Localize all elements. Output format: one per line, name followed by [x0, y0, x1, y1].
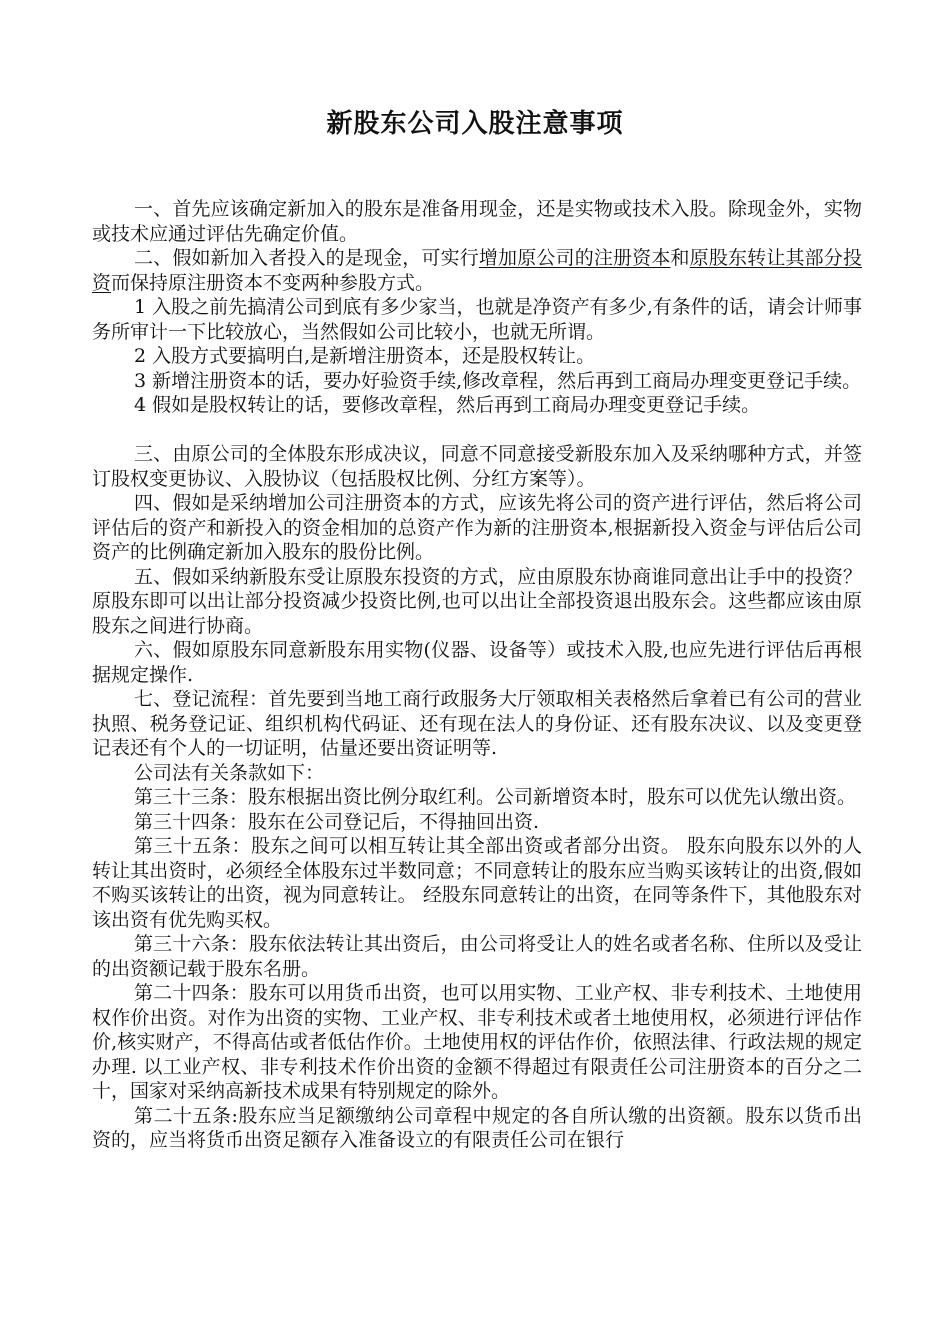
article-33: 第三十三条：股东根据出资比例分取红利。公司新增资本时，股东可以优先认缴出资。 [134, 786, 857, 808]
article-25: 第二十五条:股东应当足额缴纳公司章程中规定的各自所认缴的出资额。股东以货币出资的，应当将货币出资足额存入准备设立的有限责任公司在银行 [92, 1104, 862, 1151]
paragraph-4: 四、假如是采纳增加公司注册资本的方式，应该先将公司的资产进行评估，然后将公司评估后的资产和新投入的资金相加的总资产作为新的注册资本,根据新投入资金与评估后公司资产的比例确定新加入股东的股份比例。 [92, 492, 862, 563]
article-34: 第三十四条：股东在公司登记后，不得抽回出资. [134, 810, 540, 833]
article-36: 第三十六条：股东依法转让其出资后，由公司将受让人的姓名或者名称、住所以及受让的出资额记载于股东名册。 [92, 933, 862, 980]
law-intro: 公司法有关条款如下： [134, 761, 325, 784]
paragraph-3: 三、由原公司的全体股东形成决议，同意不同意接受新股东加入及采纳哪种方式，并签订股权变更协议、入股协议（包括股权比例、分红方案等）。 [92, 443, 862, 490]
article-35: 第三十五条：股东之间可以相互转让其全部出资或者部分出资。 股东向股东以外的人转让其出资时，必须经全体股东过半数同意；不同意转让的股东应当购买该转让的出资,假如不购买该转让的出资，视为同意转让。 经股东同意转让的出资，在同等条件下，其他股东对该出资有优先购买权。 [92, 835, 862, 931]
underlined-term-increase-capital: 增加原公司的注册资本 [478, 247, 671, 269]
blank-line [92, 418, 862, 443]
paragraph-2-text-c: 而保持原注册资本不变两种参股方式。 [111, 271, 435, 294]
paragraph-5: 五、假如采纳新股东受让原股东投资的方式，应由原股东协商谁同意出让手中的投资？原股东即可以出让部分投资减少投资比例,也可以出让全部投资退出股东会。这些都应该由原股东之间进行协商。 [92, 565, 862, 637]
paragraph-2-text-b: 和 [670, 247, 690, 269]
item-4: 4 假如是股权转让的话，要修改章程，然后再到工商局办理变更登记手续。 [134, 394, 761, 416]
item-2: 2 入股方式要搞明白,是新增注册资本，还是股权转让。 [134, 345, 596, 367]
paragraph-1: 一、首先应该确定新加入的股东是准备用现金，还是实物或技术入股。除现金外，实物或技术应通过评估先确定价值。 [92, 198, 862, 245]
paragraph-7: 七、登记流程：首先要到当地工商行政服务大厅领取相关表格然后拿着已有公司的营业执照、税务登记证、组织机构代码证、还有现在法人的身份证、还有股东决议、以及变更登记表还有个人的一切证明，估量还要出资证明等. [92, 688, 862, 759]
paragraph-6: 六、假如原股东同意新股东用实物(仪器、设备等）或技术入股,也应先进行评估后再根据规定操作. [92, 639, 862, 686]
item-3: 3 新增注册资本的话，要办好验资手续,修改章程，然后再到工商局办理变更登记手续。 [134, 369, 862, 392]
paragraph-2-text-a: 二、假如新加入者投入的是现金，可实行 [134, 247, 479, 269]
underlined-term-transfer-investment: 原股东转让其部分投资 [92, 247, 862, 294]
document-body [92, 197, 862, 1153]
item-1: 1 入股之前先搞清公司到底有多少家当，也就是净资产有多少,有条件的话，请会计师事务所审计一下比较放心，当然假如公司比较小，也就无所谓。 [92, 296, 862, 343]
document-title: 新股东公司入股注意事项 [326, 109, 624, 139]
article-24: 第二十四条：股东可以用货币出资，也可以用实物、工业产权、非专利技术、土地使用权作价出资。对作为出资的实物、工业产权、非专利技术或者土地使用权，必须进行评估作价,核实财产，不得高估或者低估作价。土地使用权的评估作价，依照法律、行政法规的规定办理. 以工业产权、非专利技术作价出资的金额不得超过有限责任公司注册资本的百分之二十，国家对采纳高新技术成果有特别规定的除外。 [92, 982, 862, 1102]
paragraph-2 [92, 246, 862, 295]
